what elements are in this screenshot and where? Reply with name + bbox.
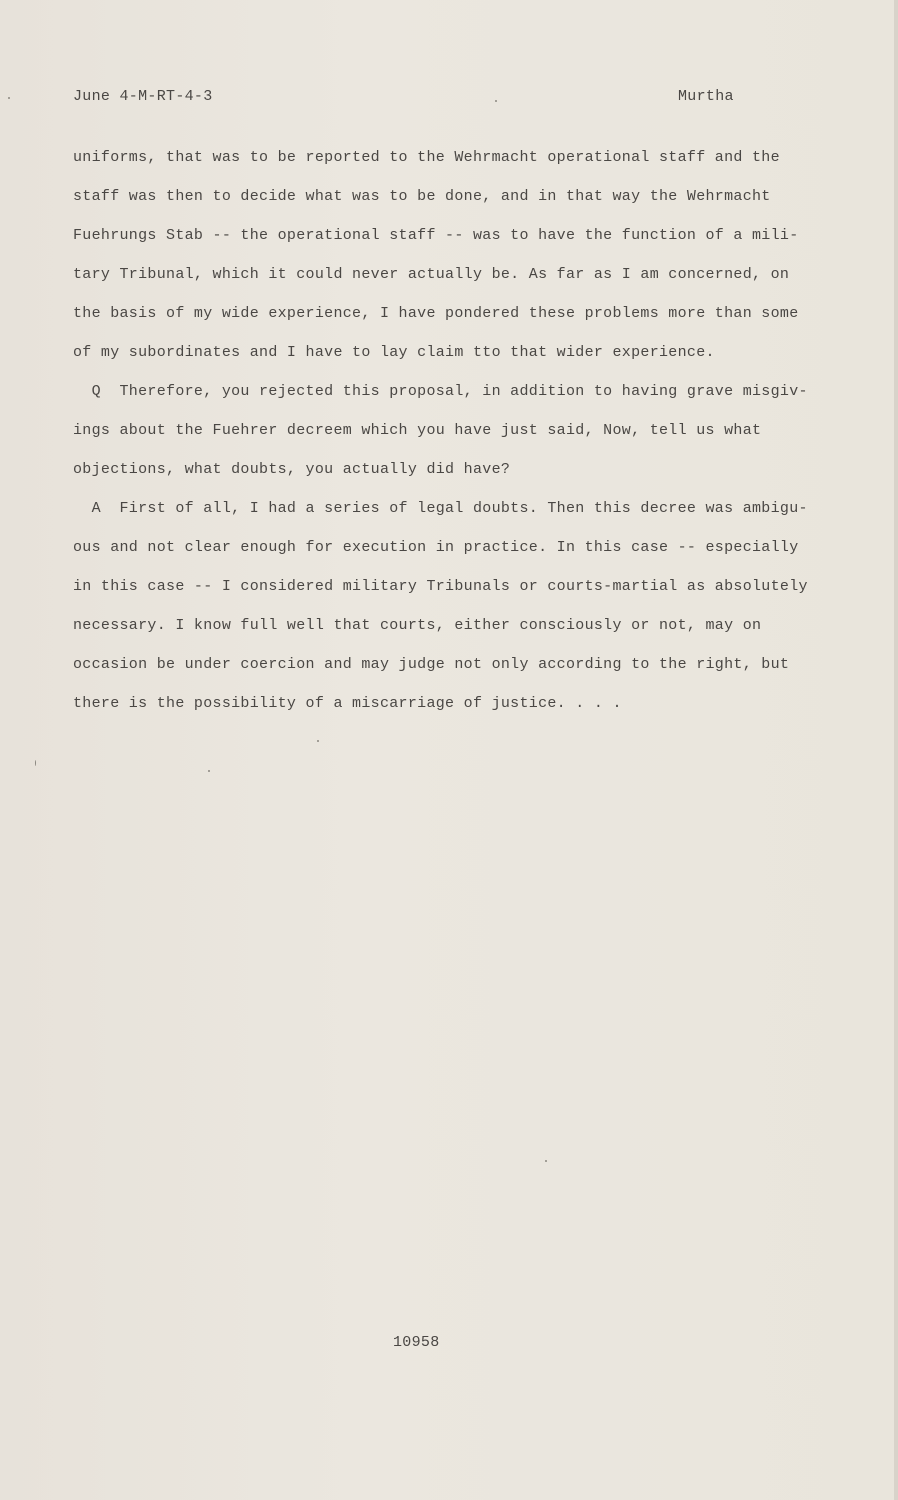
paper-speck xyxy=(8,97,10,99)
transcript-line: A First of all, I had a series of legal doubts. Then this decree was ambigu- xyxy=(73,500,808,517)
transcript-line: Q Therefore, you rejected this proposal, in addition to having grave misgiv- xyxy=(73,383,808,400)
transcript-line: there is the possibility of a miscarriage of justice. . . . xyxy=(73,695,622,712)
transcript-line: necessary. I know full well that courts, either consciously or not, may on xyxy=(73,617,762,634)
transcript-line: of my subordinates and I have to lay claim tto that wider experience. xyxy=(73,344,715,361)
transcript-body xyxy=(73,138,843,723)
paper-speck xyxy=(35,760,36,766)
transcript-line: Fuehrungs Stab -- the operational staff -- was to have the function of a mili- xyxy=(73,227,799,244)
transcript-line: the basis of my wide experience, I have pondered these problems more than some xyxy=(73,305,799,322)
transcript-line: in this case -- I considered military Tribunals or courts-martial as absolutely xyxy=(73,578,808,595)
reporter-name-header: Murtha xyxy=(678,88,734,105)
transcript-line: staff was then to decide what was to be done, and in that way the Wehrmacht xyxy=(73,188,771,205)
paper-speck xyxy=(208,770,210,772)
transcript-line: objections, what doubts, you actually did have? xyxy=(73,461,511,478)
paper-speck xyxy=(495,100,497,102)
paper-speck xyxy=(317,740,319,742)
transcript-line: tary Tribunal, which it could never actually be. As far as I am concerned, on xyxy=(73,266,790,283)
transcript-line: uniforms, that was to be reported to the Wehrmacht operational staff and the xyxy=(73,149,780,166)
paper-speck xyxy=(545,1160,547,1162)
page-number: 10958 xyxy=(393,1334,440,1351)
document-reference-header: June 4-M-RT-4-3 xyxy=(73,88,213,105)
transcript-line: ous and not clear enough for execution in practice. In this case -- especially xyxy=(73,539,799,556)
transcript-line: ings about the Fuehrer decreem which you have just said, Now, tell us what xyxy=(73,422,762,439)
transcript-line: occasion be under coercion and may judge not only according to the right, but xyxy=(73,656,790,673)
